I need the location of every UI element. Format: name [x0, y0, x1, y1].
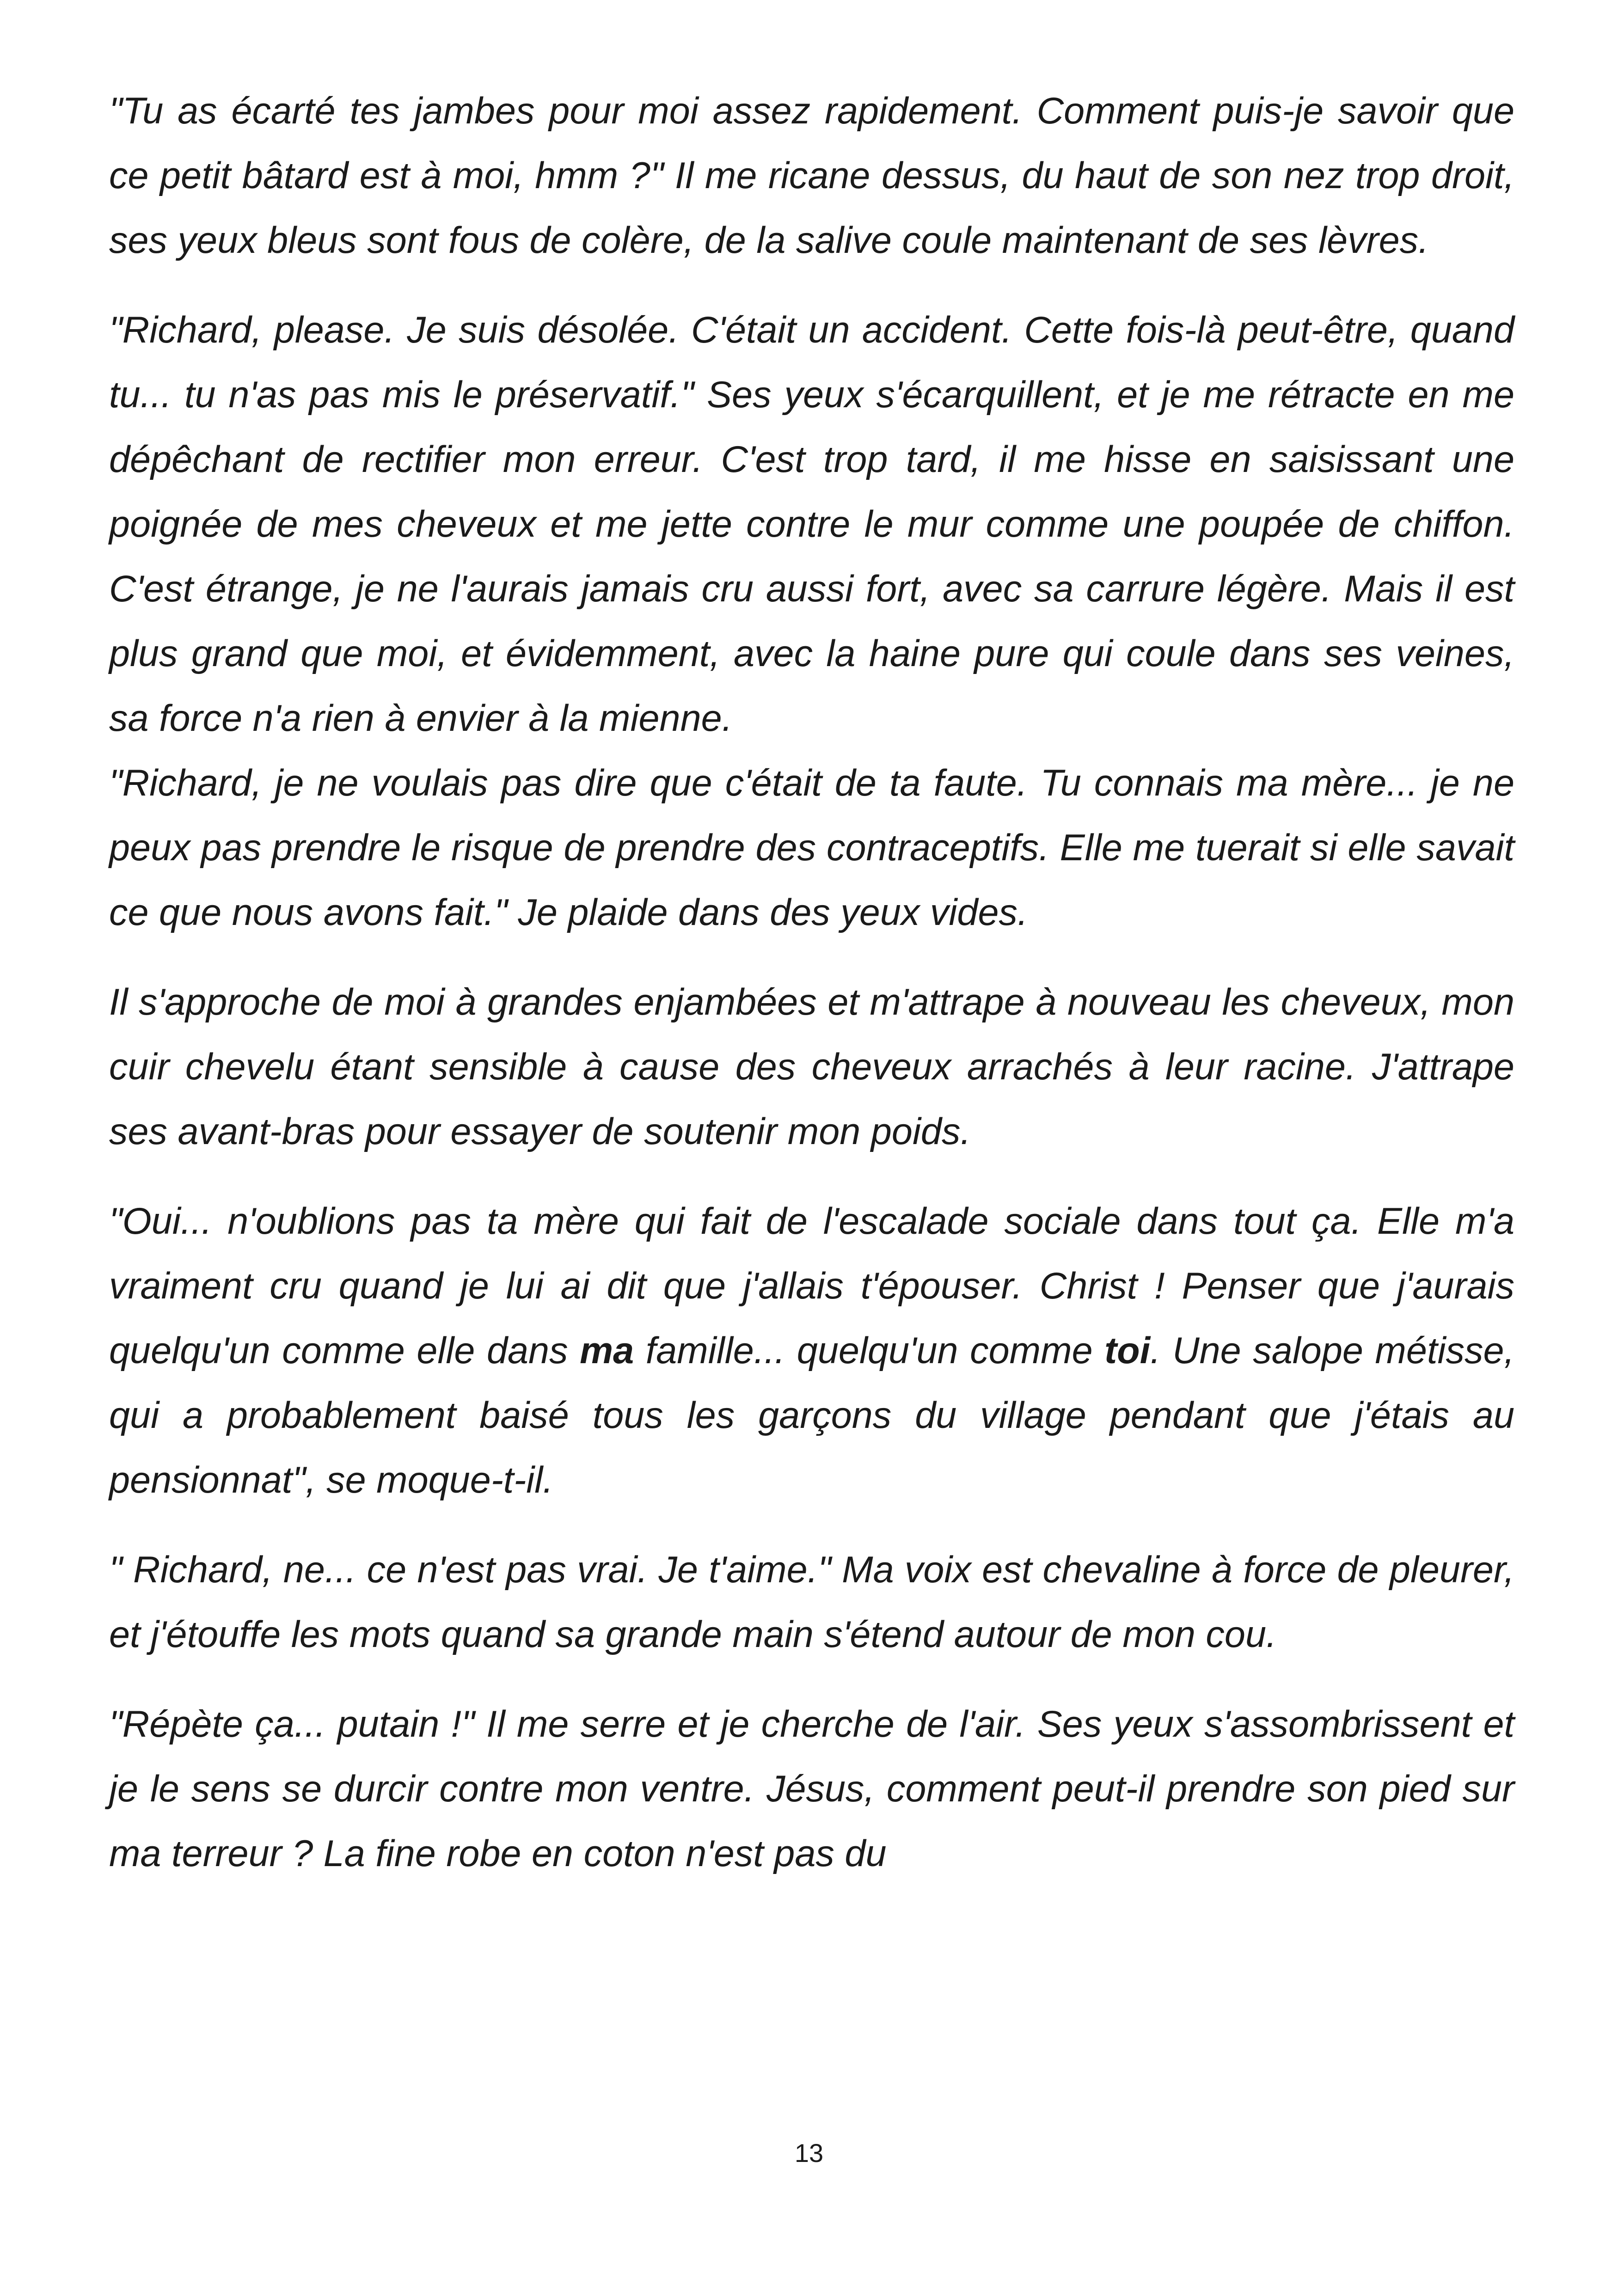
paragraph-1: "Tu as écarté tes jambes pour moi assez rapidement. Comment puis-je savoir que ce petit bâtard est à moi, hmm ?" Il me ricane dessus, du haut de son nez trop droit, ses yeux bleus sont fous de colère, de la salive coule maintenant de ses lèvres. — [109, 90, 1514, 261]
paragraph-7: "Répète ça... putain !" Il me serre et je cherche de l'air. Ses yeux s'assombrissent et je le sens se durcir contre mon ventre. Jésus, comment peut-il prendre son pied sur ma terreur ? La fine robe en coton n'est pas du — [109, 1703, 1514, 1874]
paragraph-2: "Richard, please. Je suis désolée. C'était un accident. Cette fois-là peut-être, quand tu... tu n'as pas mis le préservatif." Ses yeux s'écarquillent, et je me rétracte en me dépêchant de rectifier mon erreur. C'est trop tard, il me hisse en saisissant une poignée de mes cheveux et me jette contre le mur comme une poupée de chiffon. C'est étrange, je ne l'aurais jamais cru aussi fort, avec sa carrure légère. Mais il est plus grand que moi, et évidemment, avec la haine pure qui coule dans ses veines, sa force n'a rien à envier à la mienne. — [109, 309, 1514, 739]
paragraph-4: Il s'approche de moi à grandes enjambées et m'attrape à nouveau les cheveux, mon cuir chevelu étant sensible à cause des cheveux arrachés à leur racine. J'attrape ses avant-bras pour essayer de soutenir mon poids. — [109, 981, 1514, 1152]
emphasis-ma: ma — [580, 1330, 634, 1371]
paragraph-6: " Richard, ne... ce n'est pas vrai. Je t'aime." Ma voix est chevaline à force de pleurer, et j'étouffe les mots quand sa grande main s'étend autour de mon cou. — [109, 1549, 1514, 1655]
paragraph-5-text-a: "Oui... n'oublions pas ta mère qui fait de l'escalade sociale dans tout ça. Elle m'a vraiment cru quand je lui ai dit que j'allais t'épouser. Christ ! Penser que j'aurais quelqu'un comme elle dans — [109, 1200, 1514, 1371]
paragraph-5-text-c: . Une salope métisse, qui a probablement baisé tous les garçons du village pendant que j'étais au pensionnat", se moque-t-il. — [109, 1330, 1515, 1501]
paragraph-3: "Richard, je ne voulais pas dire que c'était de ta faute. Tu connais ma mère... je ne peux pas prendre le risque de prendre des contraceptifs. Elle me tuerait si elle savait ce que nous avons fait." Je plaide dans des yeux vides. — [109, 762, 1514, 933]
paragraph-5 — [109, 1189, 1514, 1512]
paragraph-5-text-b: famille... quelqu'un comme — [634, 1330, 1105, 1371]
body-text — [109, 79, 1514, 1911]
emphasis-toi: toi — [1104, 1330, 1151, 1371]
page-number: 13 — [794, 2138, 824, 2167]
